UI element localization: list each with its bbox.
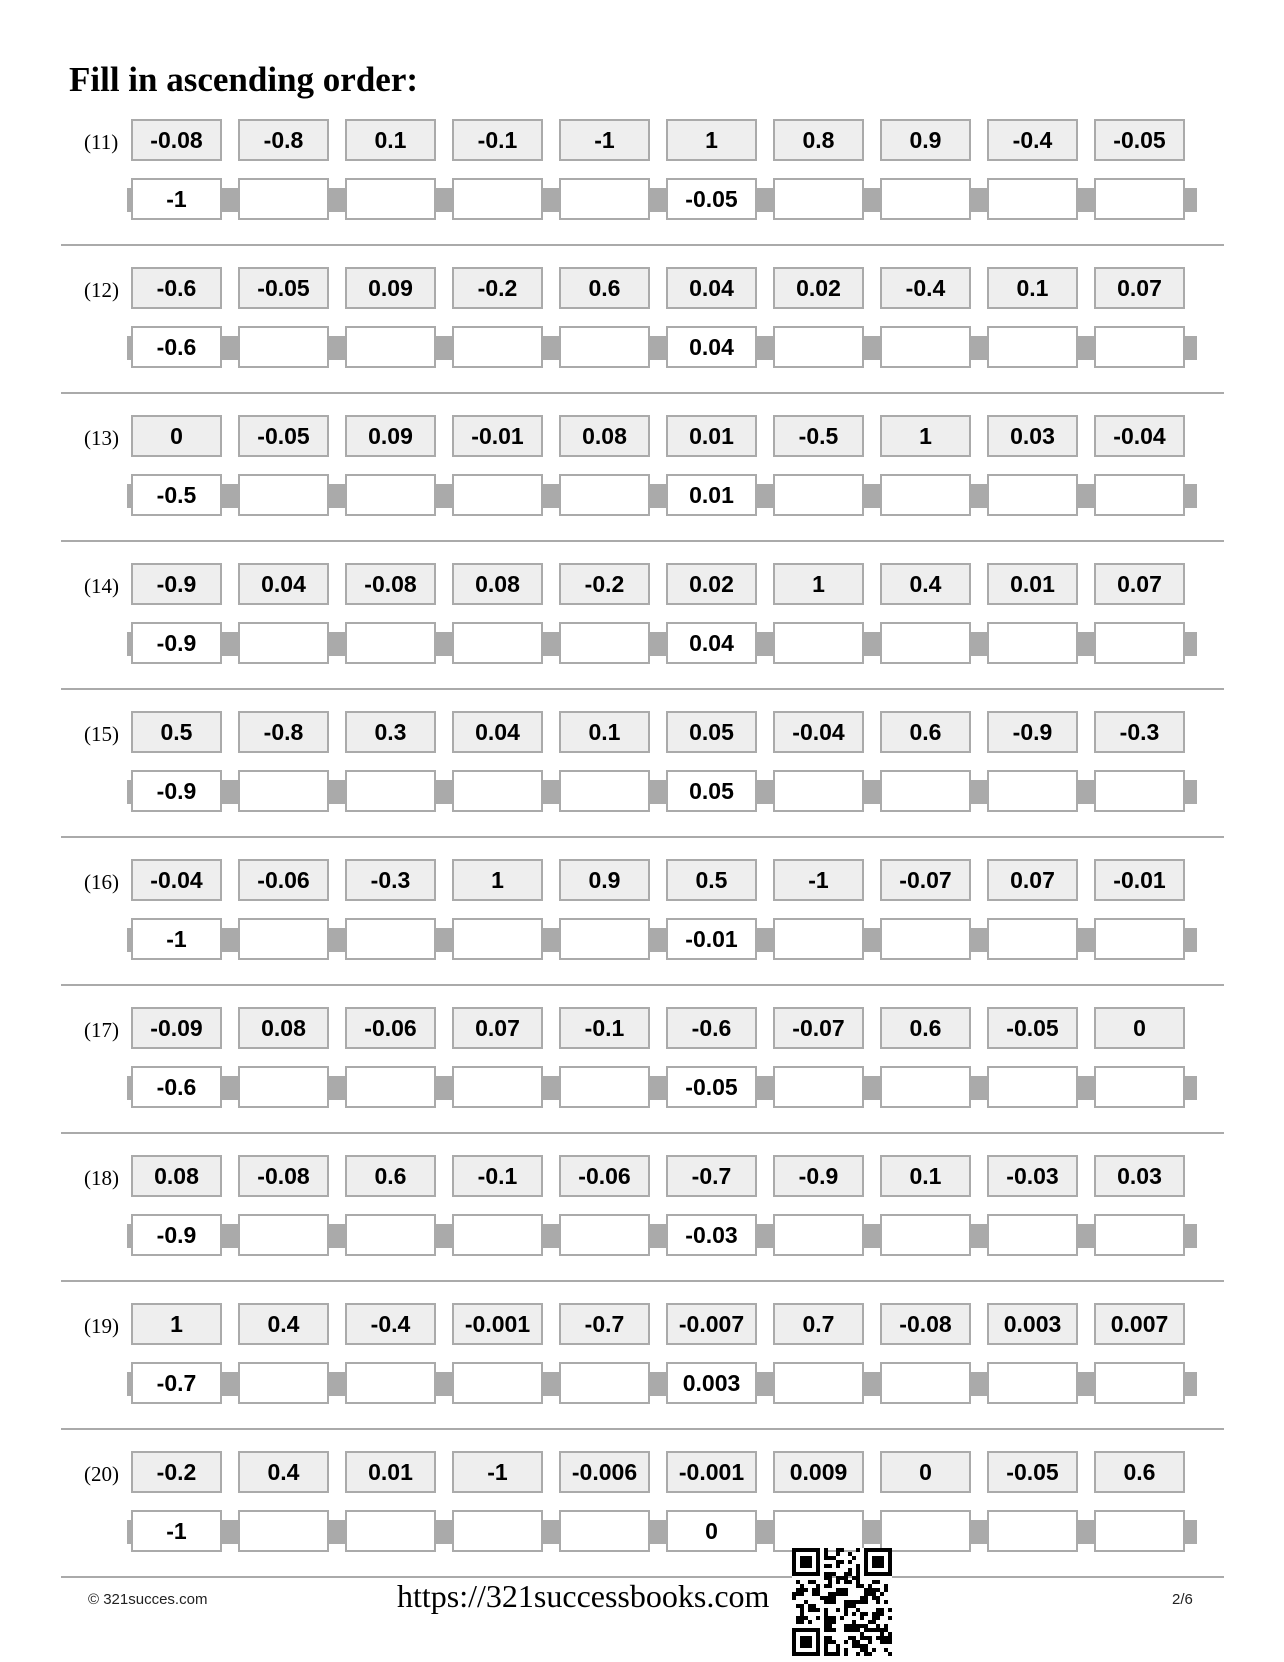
answer-box[interactable] [452, 918, 543, 960]
number-card: 0.6 [880, 711, 971, 753]
answer-box[interactable] [880, 770, 971, 812]
answer-box[interactable] [1094, 918, 1185, 960]
problem-number: (18) [84, 1166, 119, 1190]
answer-box[interactable] [1094, 178, 1185, 220]
number-card: -0.05 [987, 1451, 1078, 1493]
number-card: 0.05 [666, 711, 757, 753]
number-card: 0.9 [559, 859, 650, 901]
number-card: 0.003 [987, 1303, 1078, 1345]
number-card: 0.07 [452, 1007, 543, 1049]
answer-box[interactable] [238, 622, 329, 664]
row-divider [61, 1280, 1224, 1282]
answer-box[interactable] [452, 1510, 543, 1552]
number-card: 0 [131, 415, 222, 457]
answer-box[interactable] [559, 622, 650, 664]
number-card: 0.02 [666, 563, 757, 605]
number-card: -0.6 [666, 1007, 757, 1049]
answer-box[interactable] [1094, 1510, 1185, 1552]
answer-box[interactable] [559, 1066, 650, 1108]
answer-box[interactable] [345, 918, 436, 960]
row-divider [61, 836, 1224, 838]
answer-box[interactable] [987, 622, 1078, 664]
answer-box[interactable]: 0.04 [666, 622, 757, 664]
answer-box[interactable] [1094, 1214, 1185, 1256]
answer-box[interactable]: -0.03 [666, 1214, 757, 1256]
number-card: 0.01 [987, 563, 1078, 605]
answer-box[interactable] [773, 1510, 864, 1552]
number-card: -0.08 [880, 1303, 971, 1345]
answer-box[interactable] [238, 178, 329, 220]
number-card: 0.08 [238, 1007, 329, 1049]
answer-box[interactable] [345, 1510, 436, 1552]
answer-box[interactable]: 0.04 [666, 326, 757, 368]
answer-box[interactable]: -0.6 [131, 1066, 222, 1108]
number-card: -0.1 [452, 119, 543, 161]
number-card: -1 [452, 1451, 543, 1493]
problem-number: (16) [84, 870, 119, 894]
answer-box[interactable] [238, 1066, 329, 1108]
answer-box[interactable] [452, 1066, 543, 1108]
number-card: 0.1 [987, 267, 1078, 309]
number-card: -0.5 [773, 415, 864, 457]
problem-row [0, 1303, 1284, 1451]
number-card: 1 [452, 859, 543, 901]
number-card: 1 [773, 563, 864, 605]
number-card: 0.01 [345, 1451, 436, 1493]
number-card: -0.04 [131, 859, 222, 901]
answer-box[interactable] [559, 770, 650, 812]
answer-box[interactable] [559, 1362, 650, 1404]
number-card: -0.2 [452, 267, 543, 309]
row-divider [61, 688, 1224, 690]
answer-box[interactable]: -1 [131, 1510, 222, 1552]
problem-number: (15) [84, 722, 119, 746]
answer-box[interactable] [987, 1510, 1078, 1552]
number-card: 1 [880, 415, 971, 457]
answer-box[interactable] [880, 1066, 971, 1108]
answer-box[interactable] [452, 326, 543, 368]
answer-box[interactable] [880, 1510, 971, 1552]
answer-box[interactable]: -0.9 [131, 622, 222, 664]
number-card: -0.9 [987, 711, 1078, 753]
row-divider [61, 984, 1224, 986]
page-number: 2/6 [1172, 1591, 1193, 1608]
problem-row [0, 711, 1284, 859]
row-divider [61, 1132, 1224, 1134]
answer-box[interactable]: -0.01 [666, 918, 757, 960]
number-card: 0.4 [880, 563, 971, 605]
answer-box[interactable] [452, 1214, 543, 1256]
answer-box[interactable] [987, 1066, 1078, 1108]
problem-row [0, 1007, 1284, 1155]
number-card: -0.07 [880, 859, 971, 901]
number-card: -0.07 [773, 1007, 864, 1049]
number-card: -0.01 [452, 415, 543, 457]
answer-box[interactable] [345, 326, 436, 368]
answer-box[interactable] [880, 178, 971, 220]
answer-box[interactable] [880, 918, 971, 960]
number-card: 0.04 [666, 267, 757, 309]
answer-box[interactable] [345, 1214, 436, 1256]
answer-box[interactable]: -0.7 [131, 1362, 222, 1404]
number-card: 0.07 [1094, 563, 1185, 605]
number-card: -0.3 [345, 859, 436, 901]
number-card: -1 [559, 119, 650, 161]
answer-box[interactable]: -0.6 [131, 326, 222, 368]
number-card: 0.6 [345, 1155, 436, 1197]
number-card: -0.04 [1094, 415, 1185, 457]
website-link[interactable]: https://321successbooks.com [397, 1578, 770, 1614]
answer-box[interactable] [880, 326, 971, 368]
number-card: -0.006 [559, 1451, 650, 1493]
answer-box[interactable] [238, 1510, 329, 1552]
number-card: -0.06 [238, 859, 329, 901]
number-card: -0.06 [559, 1155, 650, 1197]
answer-box[interactable]: 0 [666, 1510, 757, 1552]
problem-row [0, 415, 1284, 563]
number-card: -0.001 [666, 1451, 757, 1493]
answer-box[interactable] [345, 178, 436, 220]
answer-box[interactable] [452, 178, 543, 220]
number-card: -0.04 [773, 711, 864, 753]
answer-box[interactable]: 0.003 [666, 1362, 757, 1404]
number-card: -0.6 [131, 267, 222, 309]
answer-box[interactable] [238, 1362, 329, 1404]
number-card: 0.03 [987, 415, 1078, 457]
answer-box[interactable] [773, 770, 864, 812]
problem-number: (14) [84, 574, 119, 598]
answer-box[interactable] [238, 1214, 329, 1256]
answer-box[interactable] [345, 474, 436, 516]
number-card: 0.6 [1094, 1451, 1185, 1493]
number-card: -0.08 [238, 1155, 329, 1197]
number-card: 0.009 [773, 1451, 864, 1493]
number-card: 0 [1094, 1007, 1185, 1049]
answer-box[interactable] [1094, 474, 1185, 516]
number-card: 0.7 [773, 1303, 864, 1345]
number-card: -0.03 [987, 1155, 1078, 1197]
number-card: 0.9 [880, 119, 971, 161]
number-card: 0.09 [345, 415, 436, 457]
row-divider [61, 1428, 1224, 1430]
answer-box[interactable]: -0.9 [131, 1214, 222, 1256]
problem-number: (12) [84, 278, 119, 302]
number-card: -0.001 [452, 1303, 543, 1345]
answer-box[interactable] [880, 622, 971, 664]
number-card: 0.08 [559, 415, 650, 457]
answer-box[interactable]: -1 [131, 918, 222, 960]
answer-box[interactable] [773, 1362, 864, 1404]
answer-box[interactable] [238, 918, 329, 960]
number-card: 0.1 [880, 1155, 971, 1197]
number-card: 0.07 [987, 859, 1078, 901]
number-card: 0.09 [345, 267, 436, 309]
answer-box[interactable] [559, 918, 650, 960]
problem-number: (11) [84, 130, 119, 154]
number-card: -0.05 [238, 267, 329, 309]
answer-box[interactable] [559, 1510, 650, 1552]
number-card: 1 [131, 1303, 222, 1345]
number-card: 0.1 [345, 119, 436, 161]
answer-box[interactable] [987, 474, 1078, 516]
answer-box[interactable] [987, 178, 1078, 220]
number-card: -0.4 [345, 1303, 436, 1345]
answer-box[interactable] [345, 1066, 436, 1108]
answer-box[interactable]: -0.05 [666, 178, 757, 220]
row-divider [61, 244, 1224, 246]
answer-box[interactable] [452, 622, 543, 664]
number-card: -0.2 [131, 1451, 222, 1493]
answer-box[interactable] [1094, 1362, 1185, 1404]
number-card: 0.08 [131, 1155, 222, 1197]
answer-box[interactable] [1094, 326, 1185, 368]
answer-box[interactable] [987, 1214, 1078, 1256]
number-card: 0.8 [773, 119, 864, 161]
answer-box[interactable] [880, 1362, 971, 1404]
answer-box[interactable] [452, 770, 543, 812]
number-card: -0.01 [1094, 859, 1185, 901]
answer-box[interactable] [773, 1066, 864, 1108]
number-card: 0.08 [452, 563, 543, 605]
number-card: -1 [773, 859, 864, 901]
number-card: 0.07 [1094, 267, 1185, 309]
answer-box[interactable] [238, 326, 329, 368]
answer-box[interactable] [987, 326, 1078, 368]
number-card: 0.5 [666, 859, 757, 901]
answer-box[interactable] [773, 474, 864, 516]
problem-row [0, 267, 1284, 415]
answer-box[interactable] [559, 178, 650, 220]
answer-box[interactable] [345, 1362, 436, 1404]
answer-box[interactable]: -0.05 [666, 1066, 757, 1108]
number-card: -0.05 [238, 415, 329, 457]
answer-box[interactable] [238, 474, 329, 516]
number-card: 0.6 [880, 1007, 971, 1049]
number-card: -0.8 [238, 119, 329, 161]
number-card: -0.9 [773, 1155, 864, 1197]
answer-box[interactable] [773, 622, 864, 664]
number-card: -0.007 [666, 1303, 757, 1345]
answer-box[interactable] [345, 622, 436, 664]
problem-row [0, 1155, 1284, 1303]
answer-box[interactable] [880, 1214, 971, 1256]
number-card: 0.5 [131, 711, 222, 753]
answer-box[interactable]: -0.9 [131, 770, 222, 812]
number-card: -0.06 [345, 1007, 436, 1049]
answer-box[interactable] [1094, 770, 1185, 812]
answer-box[interactable]: 0.01 [666, 474, 757, 516]
number-card: -0.4 [987, 119, 1078, 161]
row-divider [61, 392, 1224, 394]
number-card: 0.03 [1094, 1155, 1185, 1197]
problem-number: (17) [84, 1018, 119, 1042]
number-card: -0.08 [345, 563, 436, 605]
number-card: 0.4 [238, 1303, 329, 1345]
worksheet-title: Fill in ascending order: [69, 60, 419, 99]
number-card: -0.8 [238, 711, 329, 753]
answer-box[interactable] [559, 326, 650, 368]
answer-box[interactable] [773, 326, 864, 368]
answer-box[interactable] [880, 474, 971, 516]
number-card: -0.3 [1094, 711, 1185, 753]
answer-box[interactable] [345, 770, 436, 812]
number-card: -0.1 [452, 1155, 543, 1197]
answer-box[interactable] [238, 770, 329, 812]
number-card: 0.01 [666, 415, 757, 457]
answer-box[interactable] [773, 918, 864, 960]
number-card: -0.05 [1094, 119, 1185, 161]
problem-number: (20) [84, 1462, 119, 1486]
number-card: -0.09 [131, 1007, 222, 1049]
problem-row [0, 119, 1284, 267]
number-card: 0 [880, 1451, 971, 1493]
problem-number: (13) [84, 426, 119, 450]
answer-box[interactable]: 0.05 [666, 770, 757, 812]
answer-box[interactable]: -0.5 [131, 474, 222, 516]
number-card: 0.04 [238, 563, 329, 605]
problem-row [0, 563, 1284, 711]
number-card: -0.1 [559, 1007, 650, 1049]
problem-row [0, 1451, 1284, 1599]
answer-box[interactable] [987, 1362, 1078, 1404]
problem-number: (19) [84, 1314, 119, 1338]
number-card: 0.04 [452, 711, 543, 753]
answer-box[interactable] [987, 918, 1078, 960]
answer-box[interactable] [559, 474, 650, 516]
number-card: -0.7 [666, 1155, 757, 1197]
answer-box[interactable] [773, 1214, 864, 1256]
number-card: 0.3 [345, 711, 436, 753]
number-card: -0.05 [987, 1007, 1078, 1049]
number-card: 0.6 [559, 267, 650, 309]
number-card: 0.4 [238, 1451, 329, 1493]
answer-box[interactable] [773, 178, 864, 220]
qr-code-icon [792, 1548, 892, 1656]
answer-box[interactable] [559, 1214, 650, 1256]
answer-box[interactable] [987, 770, 1078, 812]
number-card: 0.007 [1094, 1303, 1185, 1345]
answer-box[interactable] [1094, 622, 1185, 664]
answer-box[interactable] [452, 1362, 543, 1404]
answer-box[interactable]: -1 [131, 178, 222, 220]
number-card: -0.08 [131, 119, 222, 161]
number-card: -0.2 [559, 563, 650, 605]
number-card: 1 [666, 119, 757, 161]
row-divider [61, 540, 1224, 542]
answer-box[interactable] [452, 474, 543, 516]
answer-box[interactable] [1094, 1066, 1185, 1108]
number-card: -0.7 [559, 1303, 650, 1345]
number-card: -0.4 [880, 267, 971, 309]
problem-row [0, 859, 1284, 1007]
copyright-text: © 321succes.com [88, 1591, 208, 1608]
number-card: -0.9 [131, 563, 222, 605]
number-card: 0.1 [559, 711, 650, 753]
number-card: 0.02 [773, 267, 864, 309]
